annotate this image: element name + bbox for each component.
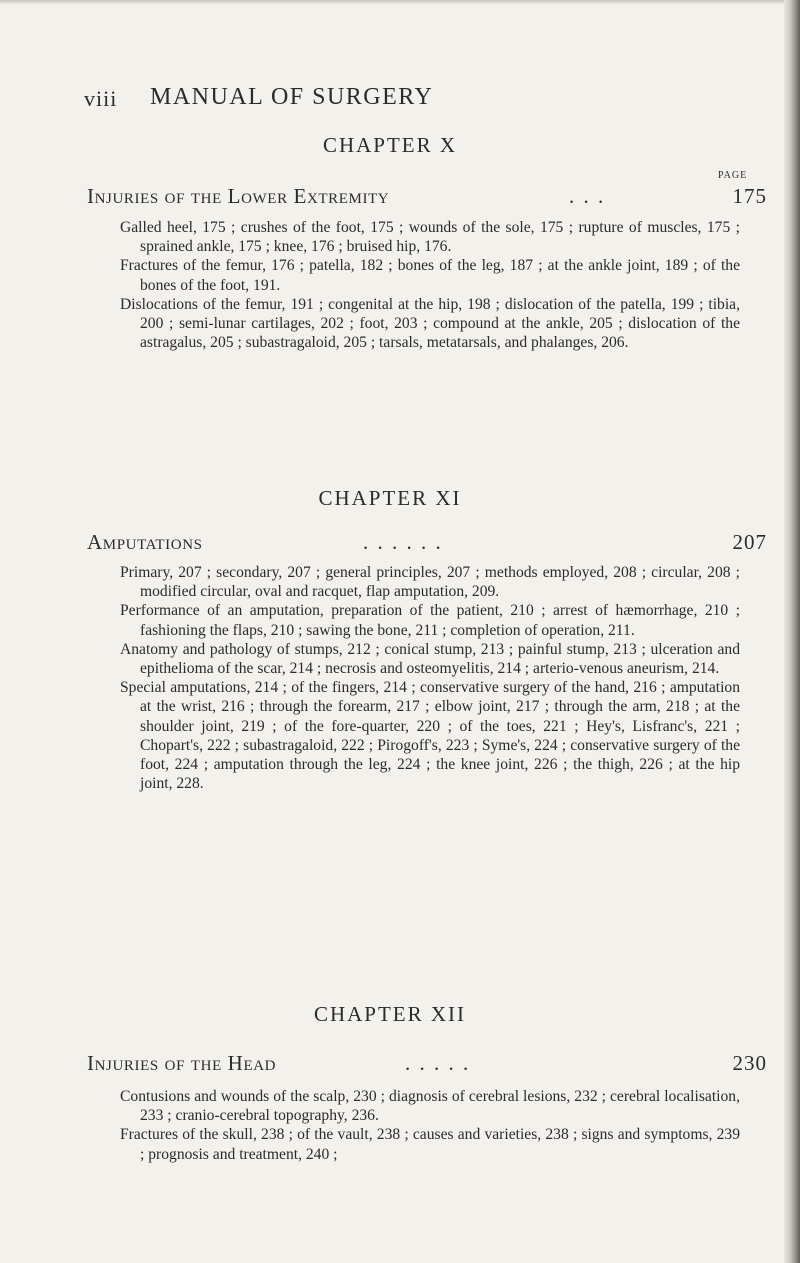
toc-entry: Fractures of the skull, 238 ; of the vault, 238 ; causes and varieties, 238 ; signs and symptoms, 239 ; prognosis and treatment, 240 ; — [120, 1126, 740, 1163]
chapter-heading: CHAPTER X — [322, 133, 458, 157]
leader-dots: . . . . . . — [363, 530, 443, 554]
page-column-label: PAGE — [718, 170, 748, 181]
chapter-entries — [120, 1087, 740, 1164]
chapter-heading: CHAPTER XII — [313, 1002, 467, 1026]
page-top-edge — [0, 0, 800, 5]
toc-entry: Performance of an amputation, preparation of the patient, 210 ; arrest of hæmorrhage, 210 ; fashioning the flaps, 210 ; sawing the bone, 211 ; completion of operation, 211. — [120, 602, 740, 639]
toc-entry: Dislocations of the femur, 191 ; congenital at the hip, 198 ; dislocation of the patella, 199 ; tibia, 200 ; semi-lunar cartilages, 202 ; foot, 203 ; compound at the ankle, 205 ; dislocation of the astragalus, 205 ; subastragaloid, 205 ; tarsals, metatarsals, and phalanges, 206. — [120, 295, 740, 352]
toc-section-row[interactable] — [87, 530, 767, 558]
section-title: Injuries of the Head — [87, 1051, 277, 1075]
toc-entry: Primary, 207 ; secondary, 207 ; general principles, 207 ; methods employed, 208 ; circular, 208 ; modified circular, oval and racquet, flap amputation, 209. — [120, 564, 740, 601]
toc-entry: Special amputations, 214 ; of the fingers, 214 ; conservative surgery of the hand, 216 ; amputation at the wrist, 216 ; through the forearm, 217 ; elbow joint, 217 ; through the arm, 218 ; at the shoulder joint, 219 ; of the fore-quarter, 220 ; of the toes, 221 ; Hey's, Lisfranc's, 221 ; Chopart's, 222 ; subastragaloid, 222 ; Pirogoff's, 223 ; Syme's, 224 ; conservative surgery of the foot, 224 ; amputation through the leg, 224 ; the knee joint, 226 ; the thigh, 226 ; at the hip joint, 228. — [120, 679, 740, 793]
section-page-number: 175 — [732, 184, 767, 208]
toc-section-row[interactable] — [87, 184, 767, 212]
section-title: Amputations — [87, 530, 203, 554]
toc-entry: Contusions and wounds of the scalp, 230 ; diagnosis of cerebral lesions, 232 ; cerebral localisation, 233 ; cranio-cerebral topography, 236. — [120, 1088, 740, 1125]
leader-dots: . . . . . — [405, 1051, 471, 1075]
section-page-number: 230 — [732, 1051, 767, 1075]
page-right-edge-shadow — [784, 0, 800, 1263]
running-title: MANUAL OF SURGERY — [150, 84, 434, 110]
section-page-number: 207 — [732, 530, 767, 554]
toc-entry: Anatomy and pathology of stumps, 212 ; conical stump, 213 ; painful stump, 213 ; ulceration and epithelioma of the scar, 214 ; necrosis and osteomyelitis, 214 ; arterio-venous aneurism, 214. — [120, 640, 740, 678]
toc-entry: Galled heel, 175 ; crushes of the foot, 175 ; wounds of the sole, 175 ; rupture of muscles, 175 ; sprained ankle, 175 ; knee, 176 ; bruised hip, 176. — [120, 219, 740, 256]
chapter-heading: CHAPTER XI — [318, 486, 462, 510]
chapter-entries — [120, 218, 740, 352]
page-folio: viii — [84, 86, 118, 111]
chapter-entries — [120, 563, 740, 793]
section-title: Injuries of the Lower Extremity — [87, 184, 390, 208]
running-head — [84, 84, 604, 114]
toc-entry: Fractures of the femur, 176 ; patella, 182 ; bones of the leg, 187 ; at the ankle joint, 189 ; of the bones of the foot, 191. — [120, 257, 740, 294]
leader-dots: . . . — [569, 184, 606, 208]
toc-section-row[interactable] — [87, 1051, 767, 1079]
